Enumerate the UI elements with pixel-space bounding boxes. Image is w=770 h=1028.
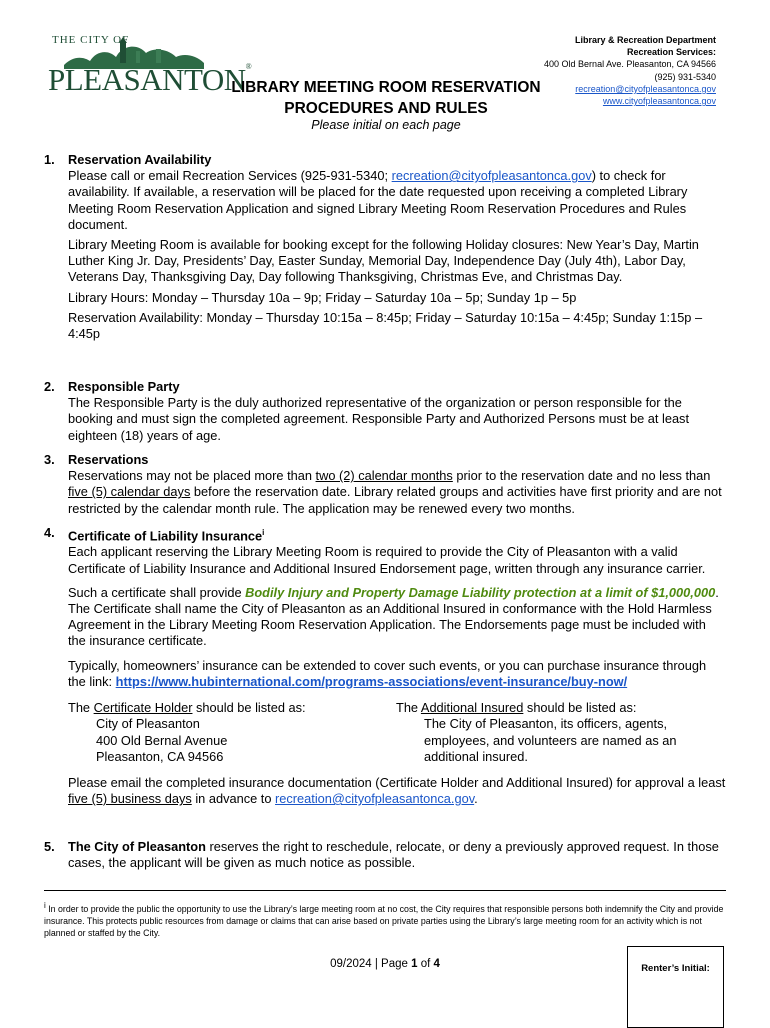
section-paragraph bbox=[68, 468, 726, 517]
section-paragraph: The Responsible Party is the duly authorized representative of the organization or person responsible for the booking and must sign the completed agreement. Responsible Party and Authorized Persons must be at least eighteen (18) years of age. bbox=[68, 395, 690, 443]
section-paragraph bbox=[68, 839, 726, 871]
footer-date: 09/2024 bbox=[330, 958, 372, 970]
section-reservation-availability bbox=[44, 152, 726, 346]
additional-insured-block bbox=[396, 700, 726, 765]
insured-heading bbox=[396, 700, 726, 716]
text-span: ) to check for availability. If available, a reservation will be placed for the date requested upon receiving a completed Library Meeting Room Reservation Application and signed Library Meeting Room Reservation Procedures and Rules document. bbox=[68, 168, 688, 232]
contact-services: Recreation Services: bbox=[626, 47, 716, 58]
homeowners-paragraph bbox=[68, 658, 726, 690]
footnote bbox=[44, 900, 726, 939]
section-number: 3. bbox=[44, 452, 55, 467]
page-footer bbox=[200, 958, 570, 970]
footer-separator: | bbox=[371, 958, 382, 970]
section-number: 5. bbox=[44, 839, 55, 854]
section-heading: Reservations bbox=[68, 452, 149, 467]
contact-address: 400 Old Bernal Ave. Pleasanton, CA 94566 bbox=[544, 59, 716, 70]
section-number: 1. bbox=[44, 152, 55, 167]
text-span: Reservations may not be placed more than bbox=[68, 468, 316, 484]
text-span: Such a certificate shall provide bbox=[68, 584, 246, 600]
footnote-text: In order to provide the public the opportunity to use the Library’s large meeting room at no cost, the City requires that responsible persons both indemnify the City and provide insurance. This protects public resources from damage or claims that can arise based on private parties using the Library’s large meeting room for an activity which is not planned or staffed by the City. bbox=[44, 903, 724, 938]
insured-text: The City of Pleasanton, its officers, agents, employees, and volunteers are named as an additional insured. bbox=[424, 716, 677, 764]
section-liability-insurance bbox=[44, 525, 726, 811]
renter-initial-box[interactable] bbox=[627, 946, 724, 1028]
contact-block bbox=[544, 34, 716, 107]
holder-line: City of Pleasanton bbox=[96, 716, 200, 732]
text-span: Please call or email Recreation Services (925-931-5340; bbox=[68, 168, 392, 184]
text-span: Please email the completed insurance documentation (Certificate Holder and Additional Insured) for approval a least bbox=[68, 774, 726, 790]
footer-of-word: of bbox=[417, 958, 434, 970]
coverage-limit-text: Bodily Injury and Property Damage Liability protection at a limit of $1,000,000 bbox=[245, 584, 716, 600]
section-paragraph bbox=[68, 168, 726, 233]
section-responsible-party bbox=[44, 379, 726, 448]
logo-top-text: THE CITY OF bbox=[52, 34, 130, 46]
contact-phone: (925) 931-5340 bbox=[654, 71, 716, 82]
recreation-email-link[interactable]: recreation@cityofpleasantonca.gov bbox=[275, 791, 475, 807]
underlined-text: Certificate Holder bbox=[93, 700, 193, 716]
coverage-paragraph bbox=[68, 585, 726, 650]
text-span: . bbox=[474, 791, 478, 807]
contact-email-link[interactable]: recreation@cityofpleasantonca.gov bbox=[575, 83, 716, 94]
title-line-1: LIBRARY MEETING ROOM RESERVATION bbox=[231, 79, 541, 96]
certificate-holder-block bbox=[68, 700, 396, 765]
holder-line: 400 Old Bernal Avenue bbox=[96, 732, 228, 748]
footnote-ref: i bbox=[262, 528, 265, 537]
text-span: should be listed as: bbox=[192, 700, 306, 716]
library-hours-paragraph: Library Hours: Monday – Thursday 10a – 9p; Friday – Saturday 10a – 5p; Sunday 1p – 5p bbox=[68, 289, 577, 305]
section-number: 2. bbox=[44, 379, 55, 394]
section-heading: The City of Pleasanton bbox=[68, 839, 206, 854]
text-span: . The Certificate shall name the City of Pleasanton as an Additional Insured in conformance with the Hold Harmless Agreement in the Library Meeting Room Reservation Application. The Endorsements page must be included with the insurance certificate. bbox=[68, 584, 719, 649]
text-span: should be listed as: bbox=[523, 700, 637, 716]
section-reservations bbox=[44, 452, 726, 521]
title-line-2: PROCEDURES AND RULES bbox=[284, 100, 488, 117]
text-span: prior to the reservation date and no less than bbox=[452, 468, 711, 484]
footer-page-total: 4 bbox=[433, 958, 440, 970]
section-number: 4. bbox=[44, 525, 55, 540]
text-span: The bbox=[396, 700, 421, 716]
holder-heading bbox=[68, 700, 396, 716]
underlined-text: five (5) business days bbox=[68, 791, 192, 807]
reservation-hours-paragraph: Reservation Availability: Monday – Thursday 10:15a – 8:45p; Friday – Saturday 10:15a – 4:45p; Sunday 1:15p – 4:45p bbox=[68, 309, 703, 342]
contact-website-link[interactable]: www.cityofpleasantonca.gov bbox=[602, 96, 716, 107]
text-span: Typically, homeowners’ insurance can be extended to cover such events, or you can purchase insurance through the link: bbox=[68, 657, 707, 689]
text-span: reserves the right to reschedule, relocate, or deny a previously approved request. In those cases, the applicant will be given as much notice as possible. bbox=[68, 839, 719, 871]
heading-text: Certificate of Liability Insurance bbox=[68, 528, 263, 544]
section-heading: Reservation Availability bbox=[68, 152, 212, 167]
section-heading bbox=[68, 525, 726, 544]
text-span: The bbox=[68, 700, 94, 716]
recreation-email-link[interactable]: recreation@cityofpleasantonca.gov bbox=[391, 168, 592, 184]
section-paragraph: Each applicant reserving the Library Meeting Room is required to provide the City of Pleasanton with a valid Certificate of Liability Insurance and Additional Insured Endorsement page, written through any insurance carrier. bbox=[68, 544, 706, 576]
underlined-text: five (5) calendar days bbox=[68, 484, 191, 500]
footnote-divider bbox=[44, 890, 726, 891]
footer-page-word: Page bbox=[381, 958, 412, 970]
underlined-text: two (2) calendar months bbox=[315, 468, 453, 484]
logo-trademark: ® bbox=[245, 62, 252, 71]
hub-insurance-link[interactable]: https://www.hubinternational.com/programs-associations/event-insurance/buy-now/ bbox=[115, 673, 628, 689]
page-subtitle: Please initial on each page bbox=[311, 118, 461, 132]
holder-line: Pleasanton, CA 94566 bbox=[96, 748, 224, 764]
contact-dept: Library & Recreation Department bbox=[574, 35, 716, 45]
footnote-marker: i bbox=[44, 901, 46, 910]
holiday-closures-paragraph: Library Meeting Room is available for booking except for the following Holiday closures: New Year’s Day, Martin Luther King Jr. Day, Presidents’ Day, Easter Sunday, Memorial Day, Independence Day (July 4th), Labor Day, Veterans Day, Thanksgiving Day, Day following Thanksgiving, Christmas Eve, and Christmas Day. bbox=[68, 237, 699, 285]
logo-name-text: PLEASANTON bbox=[48, 62, 246, 97]
text-span: in advance to bbox=[191, 791, 276, 807]
page-title bbox=[210, 77, 562, 119]
underlined-text: Additional Insured bbox=[420, 700, 524, 716]
section-city-rights bbox=[44, 839, 726, 875]
renter-initial-label: Renter’s Initial: bbox=[641, 963, 710, 974]
listing-columns bbox=[68, 700, 726, 765]
text-span: before the reservation date. Library related groups and activities have first priority and are not restricted by the calendar month rule. The application may be renewed every two months. bbox=[68, 484, 722, 516]
footer-page-number: 1 bbox=[411, 958, 418, 970]
email-documentation-paragraph bbox=[68, 775, 726, 807]
section-heading: Responsible Party bbox=[68, 379, 180, 394]
